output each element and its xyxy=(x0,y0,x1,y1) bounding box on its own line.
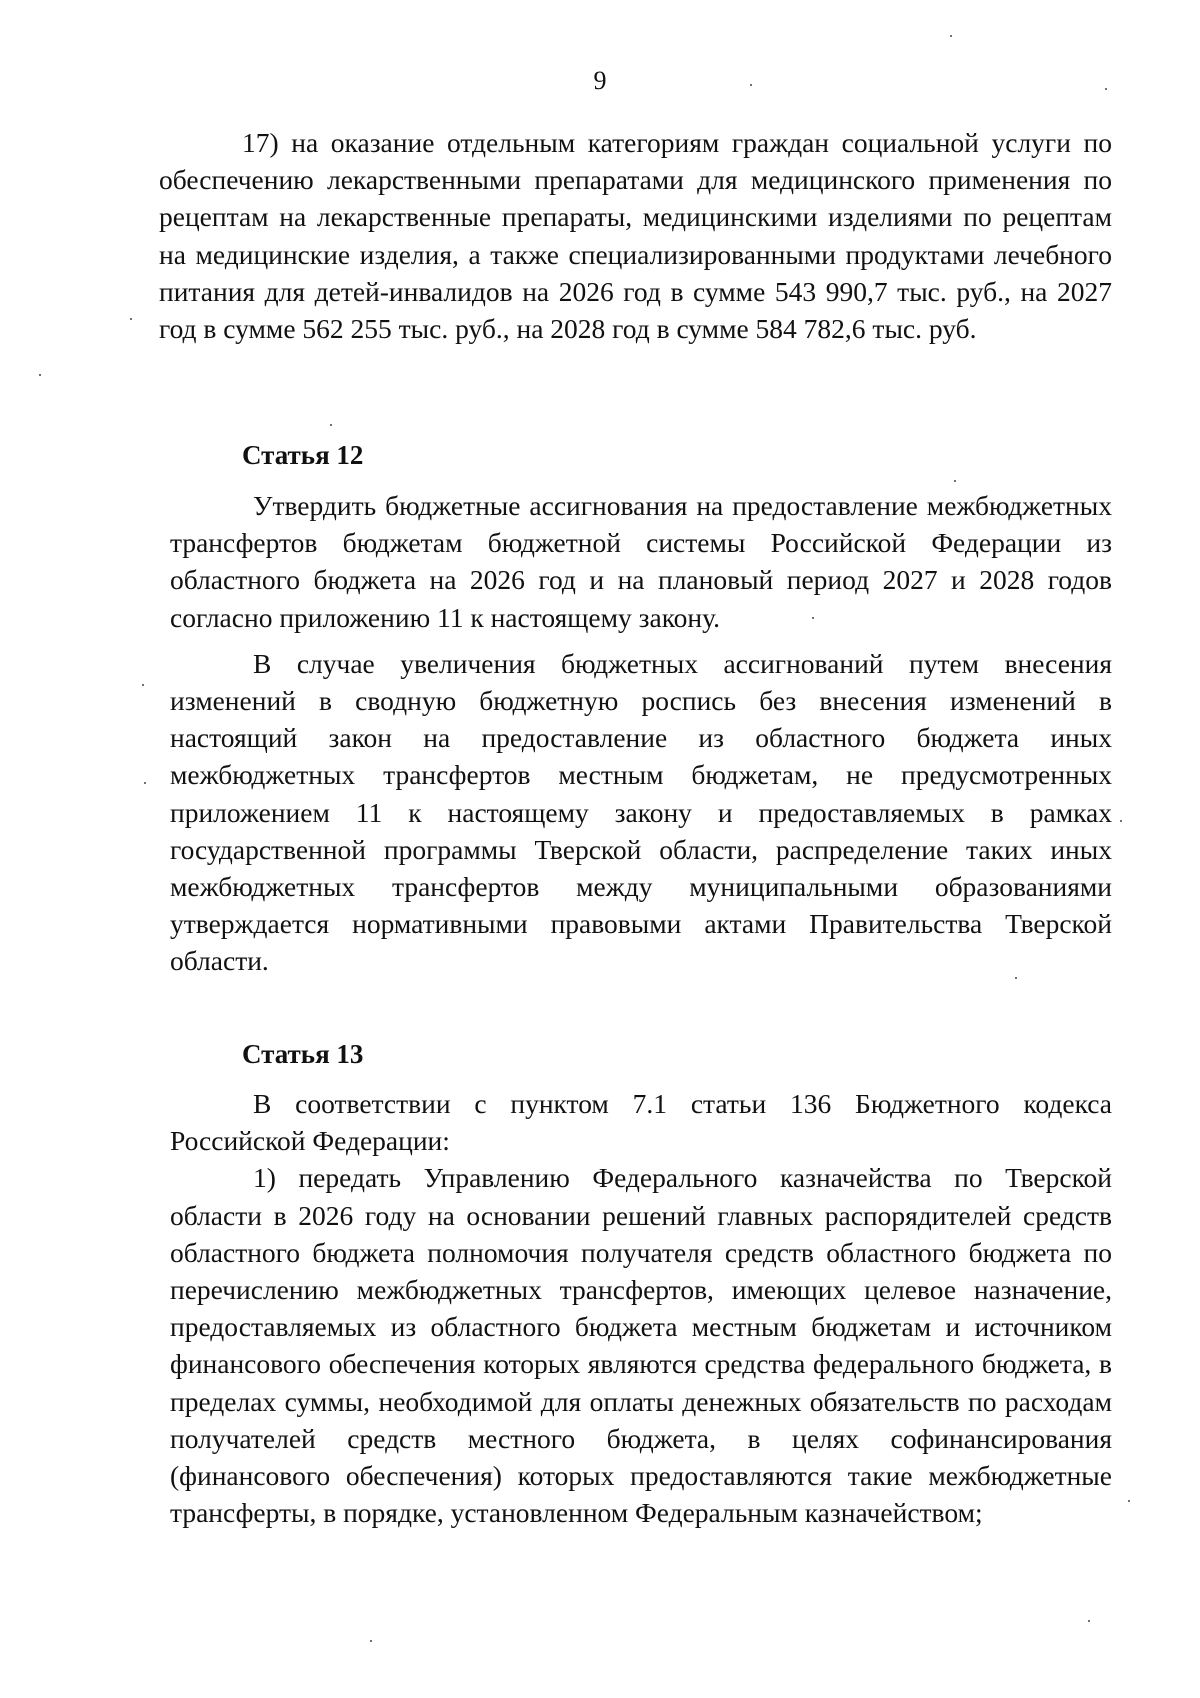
scan-speck xyxy=(750,84,752,86)
scan-speck xyxy=(1128,1500,1130,1502)
scan-speck xyxy=(812,617,814,619)
scan-speck xyxy=(1105,88,1107,90)
scan-speck xyxy=(144,782,146,784)
item-17-paragraph: 17) на оказание отдельным категориям граждан социальной услуги по обеспечению лекарственными препаратами для медицинского применения по рецептам на лекарственные препараты, медицинскими изделиями по рецептам на медицинские изделия, а также специализированными продуктами лечебного питания для детей-инвалидов на 2026 год в сумме 543 990,7 тыс. руб., на 2027 год в сумме 562 255 тыс. руб., на 2028 год в сумме 584 782,6 тыс. руб. xyxy=(159,127,1112,345)
page-number: 9 xyxy=(593,66,607,95)
scan-speck xyxy=(1120,820,1122,822)
article-12-heading: Статья 12 xyxy=(242,440,364,470)
scan-speck xyxy=(39,374,41,376)
scan-speck xyxy=(954,480,956,482)
article-12-paragraph-1: Утвердить бюджетные ассигнования на предоставление межбюджетных трансфертов бюджетам бюджетной системы Российской Федерации из областного бюджета на 2026 год и на плановый период 2027 и 2028 годов согласно приложению 11 к настоящему закону. xyxy=(170,490,1112,633)
scan-speck xyxy=(130,318,132,320)
item-17-block xyxy=(159,124,1112,347)
article-12-paragraph-2: В случае увеличения бюджетных ассигнований путем внесения изменений в сводную бюджетную роспись без внесения изменений в настоящий закон на предоставление из областного бюджета иных межбюджетных трансфертов местным бюджетам, не предусмотренных приложением 11 к настоящему закону и предоставляемых в рамках государственной программы Тверской области, распределение таких иных межбюджетных трансфертов между муниципальными образованиями утверждается нормативными правовыми актами Правительства Тверской области. xyxy=(170,647,1112,977)
scan-speck xyxy=(330,424,332,426)
scan-speck xyxy=(370,1640,372,1642)
article-13-paragraph-1: В соответствии с пунктом 7.1 статьи 136 Бюджетного кодекса Российской Федерации: xyxy=(170,1088,1112,1157)
scan-speck xyxy=(1015,977,1017,979)
article-12-block xyxy=(170,487,1112,980)
article-13-heading: Статья 13 xyxy=(242,1039,364,1069)
article-13-paragraph-2: 1) передать Управлению Федерального казначейства по Тверской области в 2026 году на основании решений главных распорядителей средств областного бюджета полномочия получателя средств областного бюджета по перечислению межбюджетных трансфертов, имеющих целевое назначение, предоставляемых из областного бюджета местным бюджетам и источником финансового обеспечения которых являются средства федерального бюджета, в пределах суммы, необходимой для оплаты денежных обязательств по расходам получателей средств местного бюджета, в целях софинансирования (финансового обеспечения) которых предоставляются такие межбюджетные трансферты, в порядке, установленном Федеральным казначейством; xyxy=(170,1162,1112,1529)
scan-speck xyxy=(1088,1620,1090,1622)
scan-speck xyxy=(142,684,144,686)
article-13-block xyxy=(170,1085,1112,1531)
scan-speck xyxy=(950,35,952,37)
